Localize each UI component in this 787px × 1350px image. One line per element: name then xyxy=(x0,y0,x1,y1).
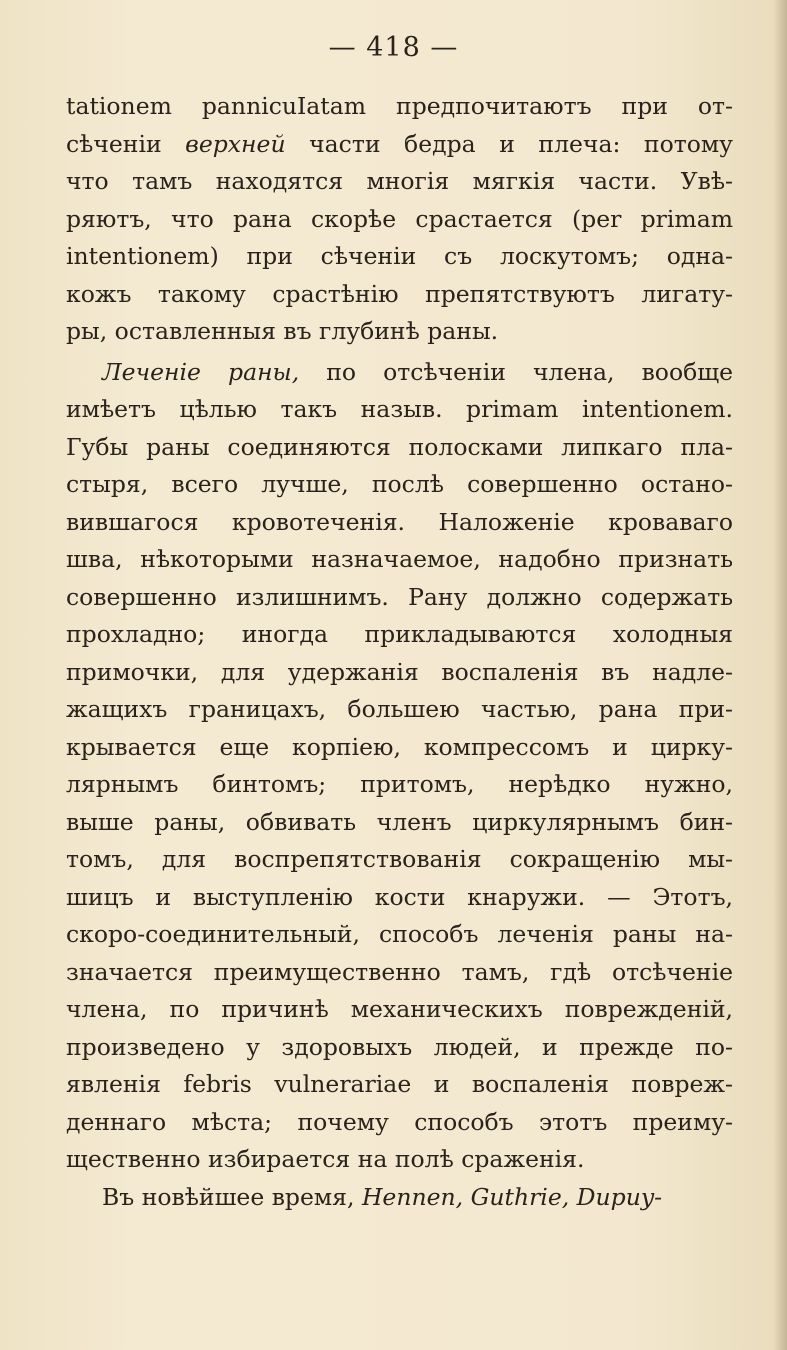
text-line: значается преимущественно тамъ, гдѣ отсѣченіе xyxy=(66,957,733,986)
text-line: имѣетъ цѣлью такъ назыв. primam intentionem. xyxy=(66,395,733,423)
paragraph-start-line: Въ новѣйшее время, Неппеn, Guthrie, Dupuy- xyxy=(102,1182,663,1211)
text-line: что тамъ находятся многія мягкія части. Увѣ- xyxy=(66,167,733,195)
text-line: произведено у здоровыхъ людей, и прежде по- xyxy=(66,1032,733,1061)
text-line: выше раны, обвивать членъ циркулярнымъ бин- xyxy=(66,807,733,836)
text-line: прохладно; иногда прикладываются холодныя xyxy=(66,620,733,648)
text-line: intentionem) при сѣченіи съ лоскутомъ; одна- xyxy=(66,242,733,270)
text-line: примочки, для удержанія воспаленія въ надле- xyxy=(66,657,733,686)
text-line: шицъ и выступленію кости кнаружи. — Этотъ, xyxy=(66,882,733,911)
text-line: крывается еще корпіею, компрессомъ и цирку- xyxy=(66,732,733,761)
text-line: явленія febris vulnerariae и воспаленія повреж- xyxy=(66,1070,733,1098)
page-edge-shadow xyxy=(773,0,787,1350)
paragraph-start-line: Леченіе раны, по отсѣченіи члена, вообще xyxy=(102,357,733,386)
text-line: сѣченіи верхней части бедра и плеча: потому xyxy=(66,129,733,158)
text-line: ры, оставленныя въ глубинѣ раны. xyxy=(66,317,499,345)
text-line: кожъ такому срастѣнію препятствуютъ лигату- xyxy=(66,279,733,308)
text-line: члена, по причинѣ механическихъ поврежденій, xyxy=(66,995,733,1023)
text-line: жащихъ границахъ, большею частью, рана при- xyxy=(66,695,733,723)
text-line: томъ, для воспрепятствованія сокращенію мы- xyxy=(66,845,733,873)
text-line: деннаго мѣста; почему способъ этотъ преиму- xyxy=(66,1107,733,1136)
text-line: совершенно излишнимъ. Рану должно содержать xyxy=(66,582,733,611)
text-line: вившагося кровотеченія. Наложеніе кроваваго xyxy=(66,507,733,536)
body-text xyxy=(66,88,733,1216)
text-line: шва, нѣкоторыми назначаемое, надобно признать xyxy=(66,545,733,573)
text-line: ряютъ, что рана скорѣе срастается (per primam xyxy=(66,204,733,233)
text-line: стыря, всего лучше, послѣ совершенно остано- xyxy=(66,470,733,498)
text-line: Губы раны соединяются полосками липкаго пла- xyxy=(66,432,733,461)
text-line: лярнымъ бинтомъ; притомъ, нерѣдко нужно, xyxy=(66,770,733,798)
text-line: tationem pannicuIatam предпочитаютъ при от- xyxy=(66,92,733,120)
text-line: щественно избирается на полѣ сраженія. xyxy=(66,1145,585,1173)
text-line: скоро-соединительный, способъ леченія раны на- xyxy=(66,920,733,948)
emphasis-text: верхней xyxy=(185,129,286,158)
page-number: — 418 — xyxy=(328,32,459,63)
emphasis-text: Неппеn, Guthrie, Dupuy- xyxy=(361,1182,663,1211)
emphasis-text: Леченіе раны, xyxy=(102,357,300,386)
